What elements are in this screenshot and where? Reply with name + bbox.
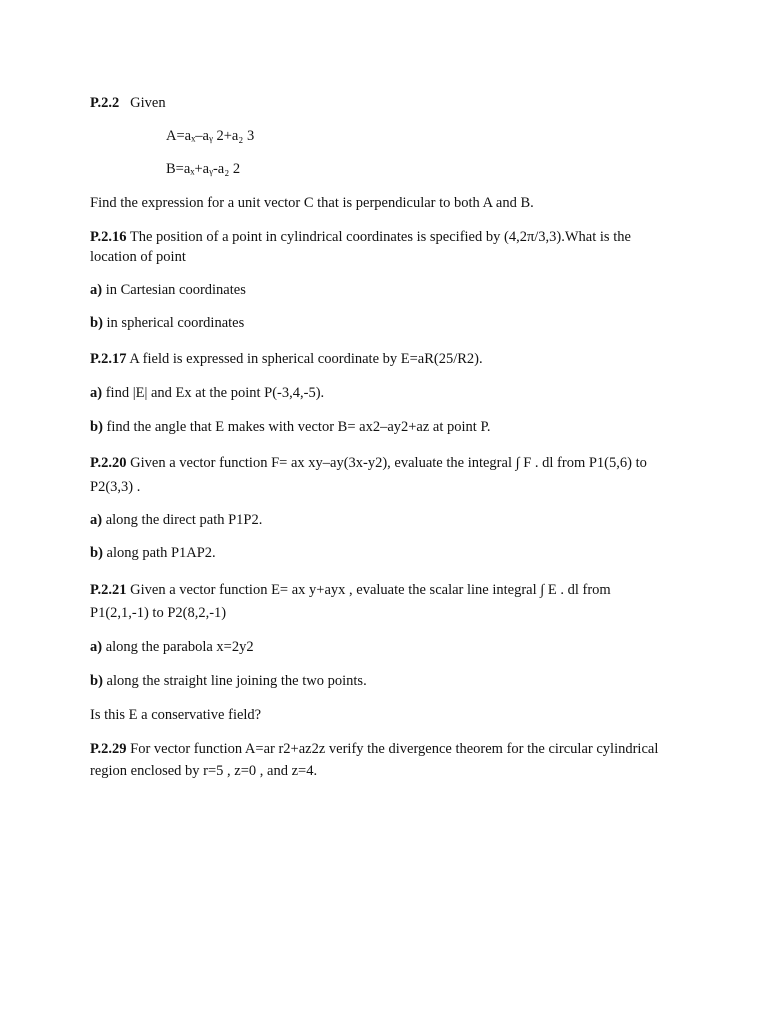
problem-2-29-line2: region enclosed by r=5 , z=0 , and z=4.: [90, 763, 318, 779]
problem-number: P.2.16: [90, 229, 127, 245]
problem-number: P.2.21: [90, 582, 127, 598]
part-label: b): [90, 419, 103, 435]
equation-b: B=aₓ+aᵧ-a₂ 2: [166, 161, 241, 177]
part-text: find the angle that E makes with vector B= ax2–ay2+az at point P.: [102, 419, 491, 435]
problem-2-2-question: Find the expression for a unit vector C that is perpendicular to both A and B.: [90, 195, 534, 211]
part-text: in spherical coordinates: [102, 315, 245, 331]
problem-text: Given a vector function F= ax xy–ay(3x-y2), evaluate the integral ∫ F . dl from P1(5,6) to: [126, 455, 647, 471]
problem-2-21-line2: P1(2,1,-1) to P2(8,2,-1): [90, 605, 227, 621]
part-label: b): [90, 545, 103, 561]
problem-2-20-part-a: [90, 510, 262, 530]
problem-2-16-part-a: [90, 280, 246, 300]
part-text: along the parabola x=2y2: [102, 639, 254, 655]
problem-number: P.2.17: [90, 351, 127, 367]
problem-text: Given a vector function E= ax y+ayx , evaluate the scalar line integral ∫ E . dl from: [126, 582, 611, 598]
problem-number: P.2.20: [90, 455, 127, 471]
problem-2-17-line1: [90, 349, 483, 369]
part-label: a): [90, 512, 103, 528]
problem-2-16-line2: location of point: [90, 249, 186, 265]
part-text: in Cartesian coordinates: [102, 282, 246, 298]
problem-2-17-part-b: [90, 417, 491, 437]
part-label: a): [90, 385, 103, 401]
problem-2-20-part-b: [90, 543, 216, 563]
problem-2-17-part-a: [90, 383, 324, 403]
part-label: b): [90, 315, 103, 331]
problem-text: A field is expressed in spherical coordinate by E=aR(25/R2).: [126, 351, 483, 367]
problem-2-21-line1: [90, 580, 611, 600]
equation-a: A=aₓ–aᵧ 2+a₂ 3: [166, 128, 255, 144]
problem-text: The position of a point in cylindrical coordinates is specified by (4,2π/3,3).What is the: [126, 229, 631, 245]
problem-2-21-question: Is this E a conservative field?: [90, 707, 262, 723]
part-text: along the straight line joining the two points.: [102, 673, 367, 689]
problem-2-16-part-b: [90, 313, 244, 333]
problem-2-16-line1: [90, 227, 631, 247]
problem-2-2-header: [90, 93, 166, 113]
problem-2-20-line2: P2(3,3) .: [90, 479, 141, 495]
problem-number: P.2.2: [90, 95, 120, 111]
part-text: find |E| and Ex at the point P(-3,4,-5).: [102, 385, 325, 401]
problem-2-29-line1: [90, 739, 658, 759]
problem-2-20-line1: [90, 453, 647, 473]
part-text: along path P1AP2.: [102, 545, 216, 561]
problem-number: P.2.29: [90, 741, 127, 757]
problem-2-21-part-b: [90, 671, 367, 691]
problem-text: For vector function A=ar r2+az2z verify the divergence theorem for the circular cylindrical: [126, 741, 659, 757]
part-label: a): [90, 639, 103, 655]
problem-2-21-part-a: [90, 637, 254, 657]
part-text: along the direct path P1P2.: [102, 512, 263, 528]
part-label: a): [90, 282, 103, 298]
part-label: b): [90, 673, 103, 689]
problem-intro: Given: [130, 95, 166, 111]
